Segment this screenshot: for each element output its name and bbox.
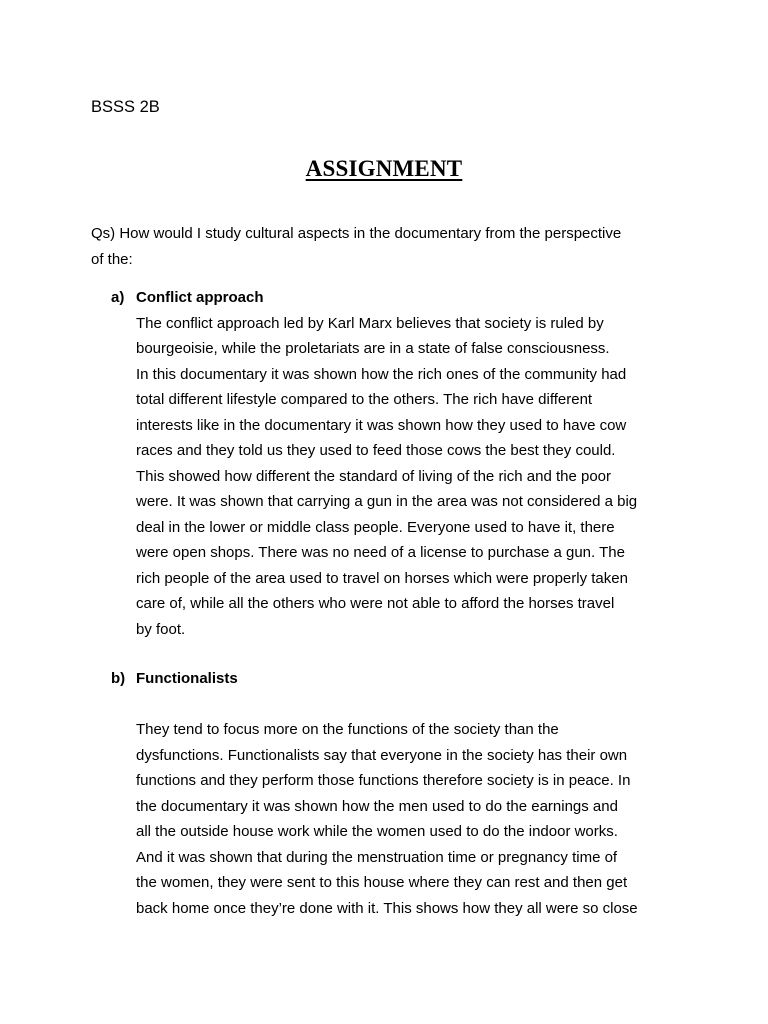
paragraph-line: were open shops. There was no need of a license to purchase a gun. The bbox=[136, 544, 625, 561]
paragraph-line: The conflict approach led by Karl Marx believes that society is ruled by bbox=[136, 314, 604, 332]
paragraph-line: bourgeoisie, while the proletariats are in a state of false consciousness. bbox=[136, 340, 610, 357]
question-paragraph bbox=[91, 221, 711, 272]
paragraph-line: all the outside house work while the women used to do the indoor works. bbox=[136, 823, 618, 840]
paragraph-line: by foot. bbox=[136, 620, 186, 638]
paragraph-line: the women, they were sent to this house where they can rest and then get bbox=[136, 874, 628, 891]
class-code: BSSS 2B bbox=[91, 98, 160, 116]
paragraph-line: races and they told us they used to feed those cows the best they could. bbox=[136, 442, 616, 459]
paragraph-line: were. It was shown that carrying a gun in the area was not considered a big bbox=[136, 493, 638, 510]
paragraph-line: total different lifestyle compared to the others. The rich have different bbox=[136, 391, 593, 408]
paragraph-line: interests like in the documentary it was shown how they used to have cow bbox=[136, 416, 627, 434]
paragraph-line: dysfunctions. Functionalists say that everyone in the society has their own bbox=[136, 746, 628, 764]
paragraph-line: And it was shown that during the menstruation time or pregnancy time of bbox=[136, 848, 618, 866]
section-functionalists bbox=[111, 666, 731, 921]
paragraph-line: care of, while all the others who were not able to afford the horses travel bbox=[136, 595, 615, 612]
list-marker: a) bbox=[111, 289, 125, 306]
question-line: Qs) How would I study cultural aspects in the documentary from the perspective bbox=[91, 225, 622, 242]
section-body bbox=[136, 311, 731, 643]
paragraph-line: back home once they’re done with it. This shows how they all were so close bbox=[136, 899, 638, 917]
paragraph-line: In this documentary it was shown how the rich ones of the community had bbox=[136, 365, 627, 383]
section-conflict-approach bbox=[111, 285, 731, 642]
page-title: ASSIGNMENT bbox=[305, 156, 463, 181]
paragraph-line: functions and they perform those functions therefore society is in peace. In bbox=[136, 772, 631, 789]
paragraph-line: the documentary it was shown how the men used to do the earnings and bbox=[136, 797, 618, 815]
section-body bbox=[136, 717, 731, 921]
section-heading-label: Functionalists bbox=[136, 670, 238, 687]
section-heading-label: Conflict approach bbox=[136, 289, 264, 306]
paragraph-line: deal in the lower or middle class people. Everyone used to have it, there bbox=[136, 518, 615, 536]
paragraph-line: rich people of the area used to travel on horses which were properly taken bbox=[136, 569, 628, 587]
paragraph-line: This showed how different the standard of living of the rich and the poor bbox=[136, 467, 612, 485]
section-heading bbox=[111, 285, 731, 311]
paragraph-line: They tend to focus more on the functions of the society than the bbox=[136, 721, 559, 738]
section-heading bbox=[111, 666, 731, 692]
list-marker: b) bbox=[111, 670, 126, 687]
question-line: of the: bbox=[91, 250, 133, 268]
